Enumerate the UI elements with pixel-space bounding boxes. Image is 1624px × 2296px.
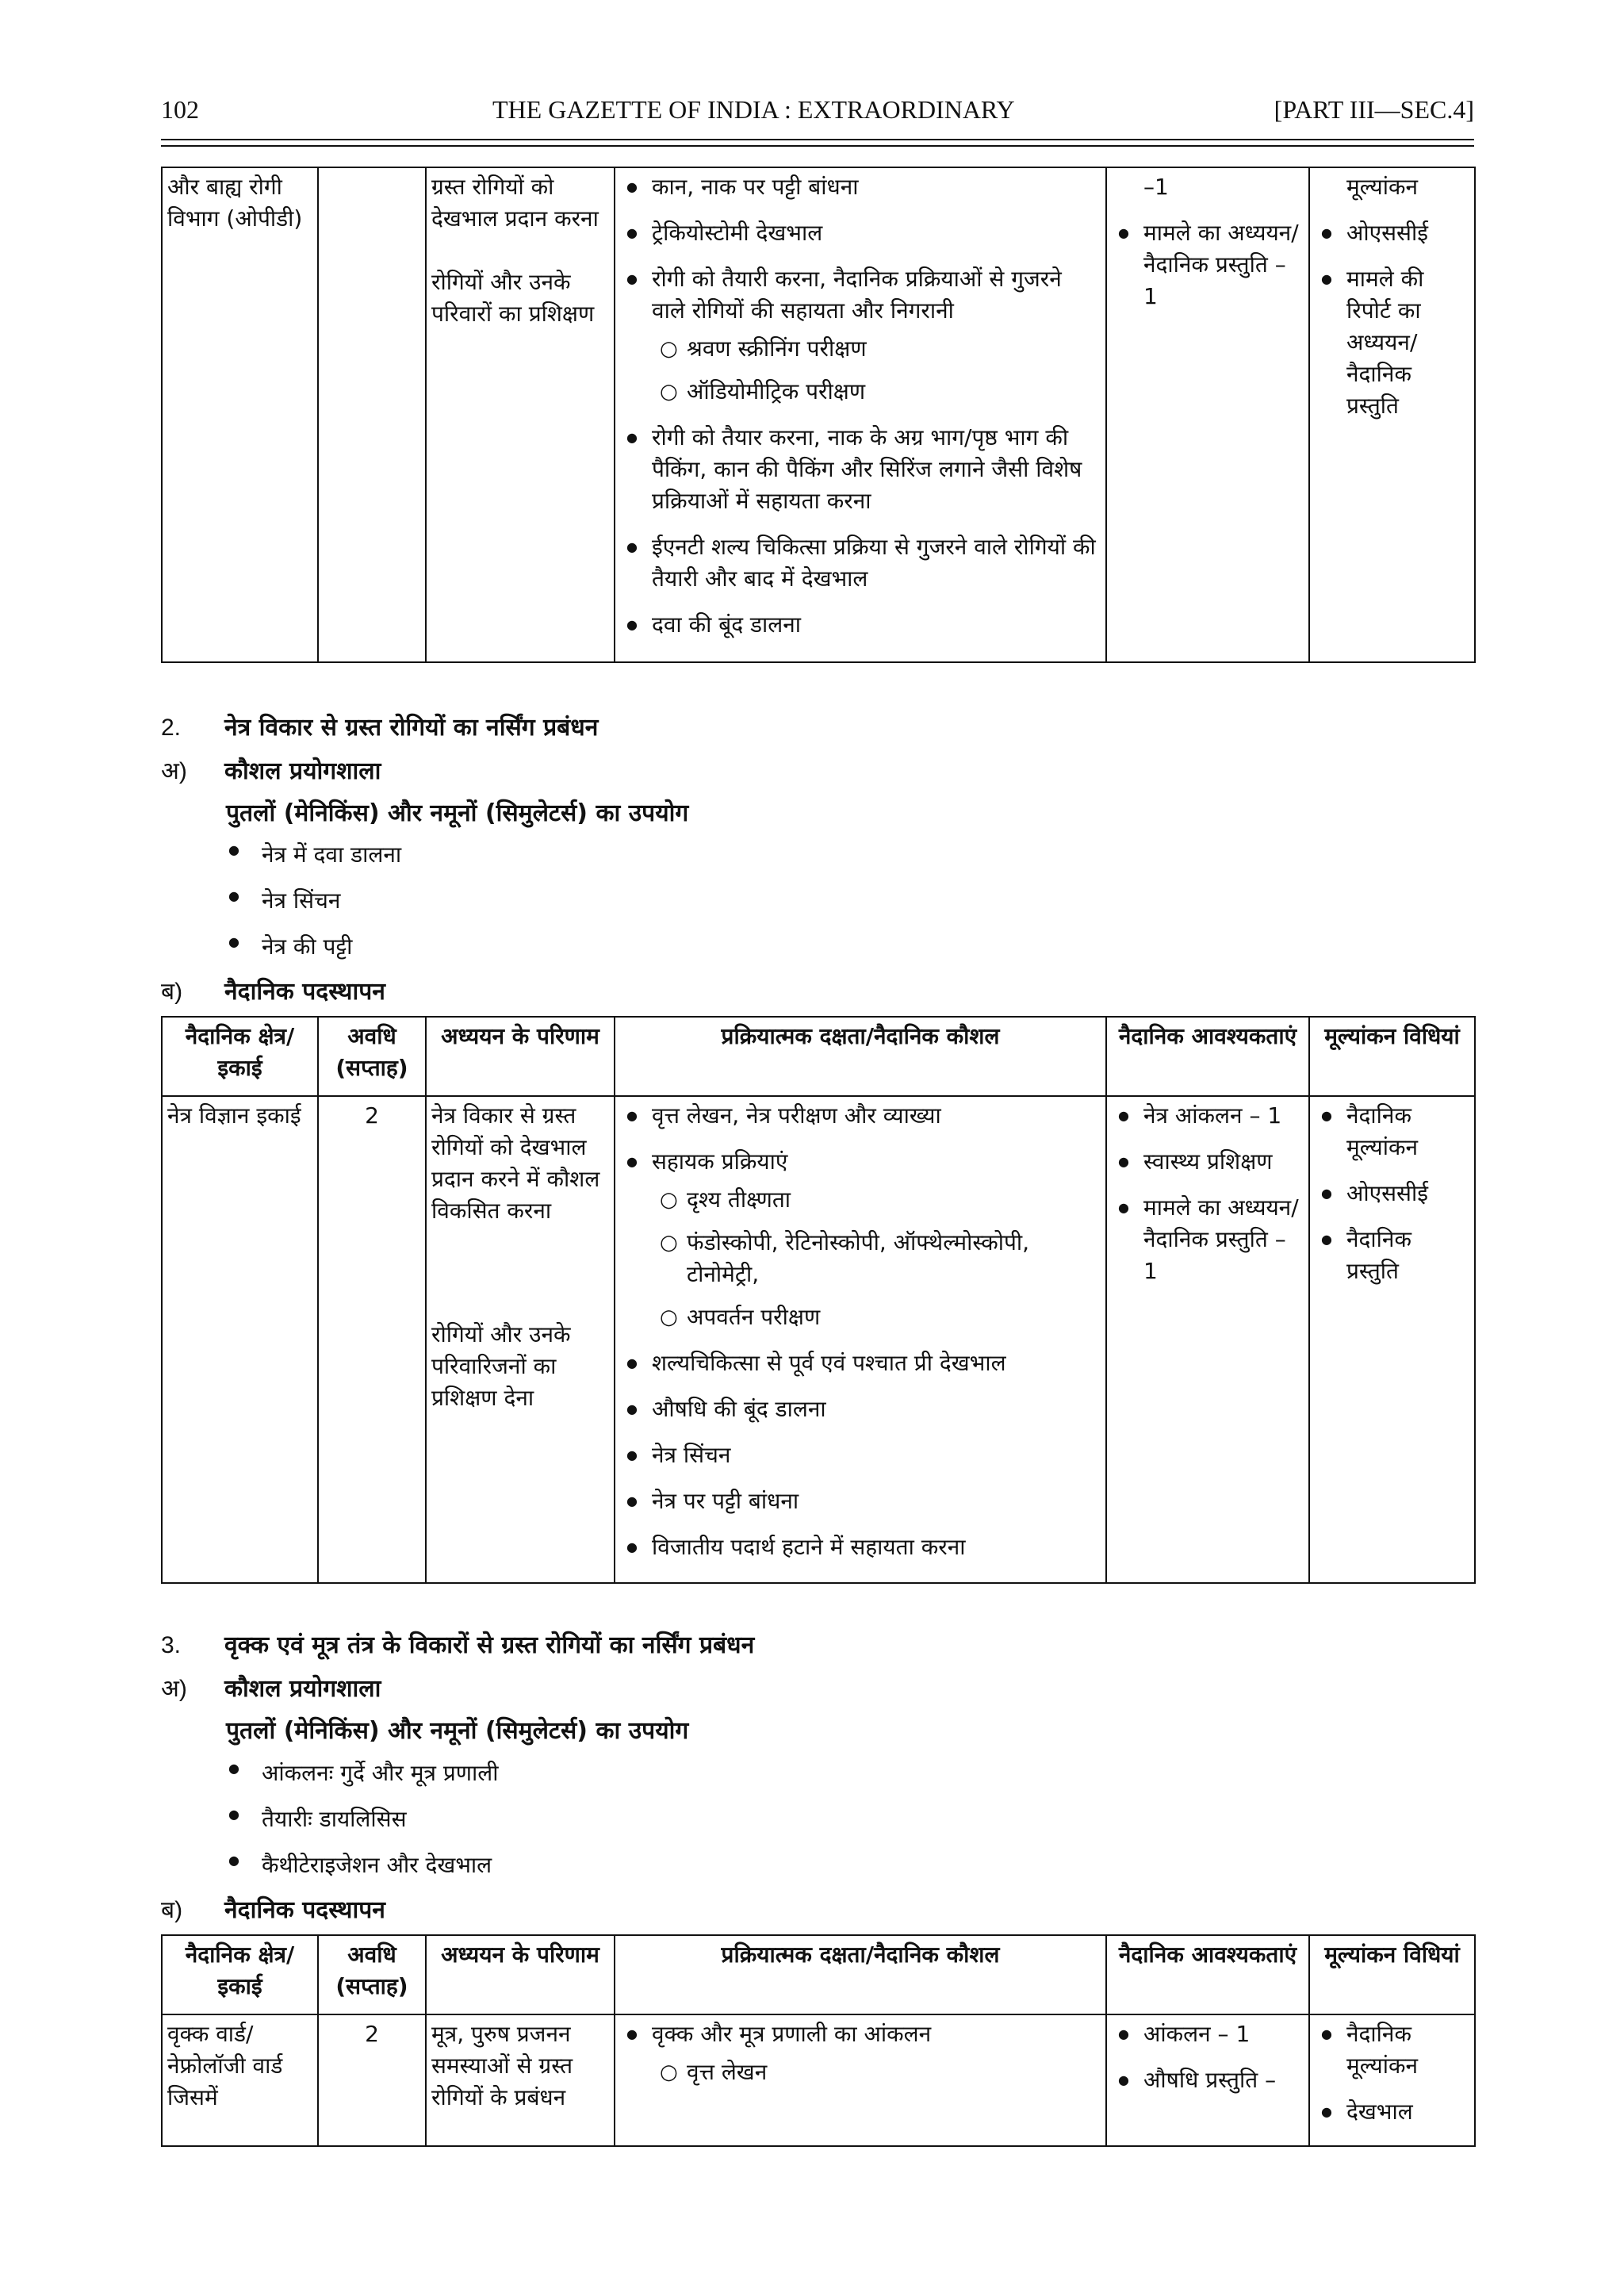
section-2b-title: ब) नैदानिक पदस्थापन (161, 978, 385, 1006)
requirements-cell (1106, 167, 1309, 662)
col-header-area: नैदानिक क्षेत्र/इकाई (162, 1935, 318, 2014)
skill-item: ● रोगी को तैयार करना, नाक के अग्र भाग/पृष्ठ भाग की पैकिंग, कान की पैकिंग और सिरिंज लगाने जैसी विशेष प्रक्रियाओं में सहायता करना (620, 422, 1101, 517)
col-header-outcomes: अध्ययन के परिणाम (426, 1935, 615, 2014)
skill-subitem: ○ अपवर्तन परीक्षण (652, 1301, 1101, 1333)
outcomes-cell: मूत्र, पुरुष प्रजनन समस्याओं से ग्रस्त रोगियों के प्रबंधन (426, 2014, 615, 2146)
ent-table (161, 167, 1476, 663)
skill-lab-item: ● आंकलनः गुर्दे और मूत्र प्रणाली (222, 1757, 499, 1803)
section-3a-subtitle: पुतलों (मेनिकिंस) और नमूनों (सिमुलेटर्स) का उपयोग (226, 1717, 689, 1745)
skill-lab-item: ● तैयारीः डायलिसिस (222, 1803, 499, 1849)
duration-cell: 2 (318, 2014, 426, 2146)
col-header-area: नैदानिक क्षेत्र/इकाई (162, 1017, 318, 1096)
skill-subitem: ○ श्रवण स्क्रीनिंग परीक्षण (652, 333, 1101, 365)
outcome-2: रोगियों और उनके परिवारिजनों का प्रशिक्षण देना (431, 1321, 571, 1411)
outcomes-cell (426, 1096, 615, 1583)
col-header-requirements: नैदानिक आवश्यकताएं (1106, 1935, 1309, 2014)
skill-item: ● नेत्र सिंचन (620, 1439, 1101, 1471)
gazette-title: THE GAZETTE OF INDIA : EXTRAORDINARY (492, 95, 1015, 124)
section-3-title: 3. वृक्क एवं मूत्र तंत्र के विकारों से ग्रस्त रोगियों का नर्सिंग प्रबंधन (161, 1631, 755, 1659)
skill-subitem: ○ ऑडियोमीट्रिक परीक्षण (652, 376, 1101, 408)
requirement-item: ● स्वास्थ्य प्रशिक्षण (1112, 1146, 1304, 1178)
skill-lab-item: ● नेत्र में दवा डालना (222, 839, 401, 885)
requirement-item: ● औषधि प्रस्तुति – (1112, 2064, 1304, 2096)
col-header-evaluation: मूल्यांकन विधियां (1309, 1935, 1475, 2014)
skill-item: ● दवा की बूंद डालना (620, 609, 1101, 641)
section-3a-title: अ) कौशल प्रयोगशाला (161, 1675, 381, 1703)
requirements-cell (1106, 2014, 1309, 2146)
skill-subitem: ○ दृश्य तीक्ष्णता (652, 1184, 1101, 1216)
skill-item: ● सहायक प्रक्रियाएं ○ दृश्य तीक्ष्णता ○ फंडोस्कोपी, रेटिनोस्कोपी, ऑफ्थेल्मोस्कोपी, टोनोमेट्री, ○ अपवर्तन परीक्षण (620, 1146, 1101, 1333)
skill-item: ● रोगी को तैयारी करना, नैदानिक प्रक्रियाओं से गुजरने वाले रोगियों की सहायता और निगरानी ○ श्रवण स्क्रीनिंग परीक्षण ○ ऑडियोमीट्रिक परीक्षण (620, 263, 1101, 408)
area-cell: और बाह्य रोगी विभाग (ओपीडी) (162, 167, 318, 662)
page-header (161, 95, 1474, 135)
outcomes-cell (426, 167, 615, 662)
skill-item: ● नेत्र पर पट्टी बांधना (620, 1485, 1101, 1517)
skill-item: ● वृत्त लेखन, नेत्र परीक्षण और व्याख्या (620, 1100, 1101, 1132)
section-3b-title: ब) नैदानिक पदस्थापन (161, 1896, 385, 1924)
requirement-item: ● मामले का अध्ययन/ नैदानिक प्रस्तुति – 1 (1112, 217, 1304, 312)
col-header-skills: प्रक्रियात्मक दक्षता/नैदानिक कौशल (615, 1935, 1106, 2014)
evaluation-top: मूल्यांकन (1346, 174, 1419, 200)
skill-subitem: ○ फंडोस्कोपी, रेटिनोस्कोपी, ऑफ्थेल्मोस्कोपी, टोनोमेट्री, (652, 1227, 1101, 1290)
col-header-duration: अवधि (सप्ताह) (318, 1017, 426, 1096)
section-2a-title: अ) कौशल प्रयोगशाला (161, 757, 381, 785)
duration-cell (318, 167, 426, 662)
evaluation-cell (1309, 167, 1475, 662)
page-number: 102 (161, 95, 199, 124)
skill-item: ● ईएनटी शल्य चिकित्सा प्रक्रिया से गुजरने वाले रोगियों की तैयारी और बाद में देखभाल (620, 531, 1101, 595)
skills-cell (615, 1096, 1106, 1583)
col-header-skills: प्रक्रियात्मक दक्षता/नैदानिक कौशल (615, 1017, 1106, 1096)
section-2a-subtitle: पुतलों (मेनिकिंस) और नमूनों (सिमुलेटर्स) का उपयोग (226, 799, 689, 827)
header-rule-top (161, 139, 1474, 140)
skill-subitem: ○ वृत्त लेखन (652, 2056, 1101, 2088)
outcome-1: ग्रस्त रोगियों को देखभाल प्रदान करना (431, 174, 599, 232)
col-header-evaluation: मूल्यांकन विधियां (1309, 1017, 1475, 1096)
skills-cell (615, 2014, 1106, 2146)
evaluation-item: ● नैदानिक मूल्यांकन (1315, 2018, 1469, 2082)
evaluation-item: ● नैदानिक प्रस्तुति (1315, 1224, 1469, 1287)
skill-lab-list (222, 1757, 499, 1895)
requirements-cell (1106, 1096, 1309, 1583)
evaluation-item: ● मामले की रिपोर्ट का अध्ययन/ नैदानिक प्रस्तुति (1315, 263, 1469, 422)
col-header-duration: अवधि (सप्ताह) (318, 1935, 426, 2014)
evaluation-item: ● ओएससीई (1315, 217, 1469, 249)
skill-lab-item: ● नेत्र की पट्टी (222, 931, 401, 977)
evaluation-item: ● देखभाल (1315, 2096, 1469, 2128)
requirement-item: ● मामले का अध्ययन/ नैदानिक प्रस्तुति – 1 (1112, 1192, 1304, 1287)
skill-item: ● विजातीय पदार्थ हटाने में सहायता करना (620, 1531, 1101, 1563)
requirement-top: –1 (1143, 174, 1169, 200)
col-header-outcomes: अध्ययन के परिणाम (426, 1017, 615, 1096)
skill-item: ● ट्रेकियोस्टोमी देखभाल (620, 217, 1101, 249)
col-header-requirements: नैदानिक आवश्यकताएं (1106, 1017, 1309, 1096)
skill-item: ● शल्यचिकित्सा से पूर्व एवं पश्चात प्री देखभाल (620, 1347, 1101, 1379)
outcome-1: नेत्र विकार से ग्रस्त रोगियों को देखभाल प्रदान करने में कौशल विकसित करना (431, 1102, 600, 1224)
skill-lab-list (222, 839, 401, 977)
outcome-2: रोगियों और उनके परिवारों का प्रशिक्षण (431, 269, 595, 327)
requirement-item: ● नेत्र आंकलन – 1 (1112, 1100, 1304, 1132)
skill-item: ● औषधि की बूंद डालना (620, 1393, 1101, 1425)
renal-table (161, 1934, 1476, 2147)
evaluation-item: ● ओएससीई (1315, 1178, 1469, 1209)
skill-item: ● कान, नाक पर पट्टी बांधना (620, 171, 1101, 203)
area-cell: नेत्र विज्ञान इकाई (162, 1096, 318, 1583)
evaluation-item: ● नैदानिक मूल्यांकन (1315, 1100, 1469, 1163)
header-rule-bottom (161, 145, 1474, 147)
skill-lab-item: ● नेत्र सिंचन (222, 885, 401, 931)
evaluation-cell (1309, 1096, 1475, 1583)
area-cell: वृक्क वार्ड/ नेफ्रोलॉजी वार्ड जिसमें (162, 2014, 318, 2146)
skill-item: ● वृक्क और मूत्र प्रणाली का आंकलन ○ वृत्त लेखन (620, 2018, 1101, 2088)
duration-cell: 2 (318, 1096, 426, 1583)
skill-lab-item: ● कैथीटेराइजेशन और देखभाल (222, 1849, 499, 1895)
evaluation-cell (1309, 2014, 1475, 2146)
part-section: [PART III—SEC.4] (1274, 95, 1474, 124)
requirement-item: ● आंकलन – 1 (1112, 2018, 1304, 2050)
eye-table (161, 1016, 1476, 1584)
skills-cell (615, 167, 1106, 662)
section-2-title: 2. नेत्र विकार से ग्रस्त रोगियों का नर्सिंग प्रबंधन (161, 714, 599, 742)
